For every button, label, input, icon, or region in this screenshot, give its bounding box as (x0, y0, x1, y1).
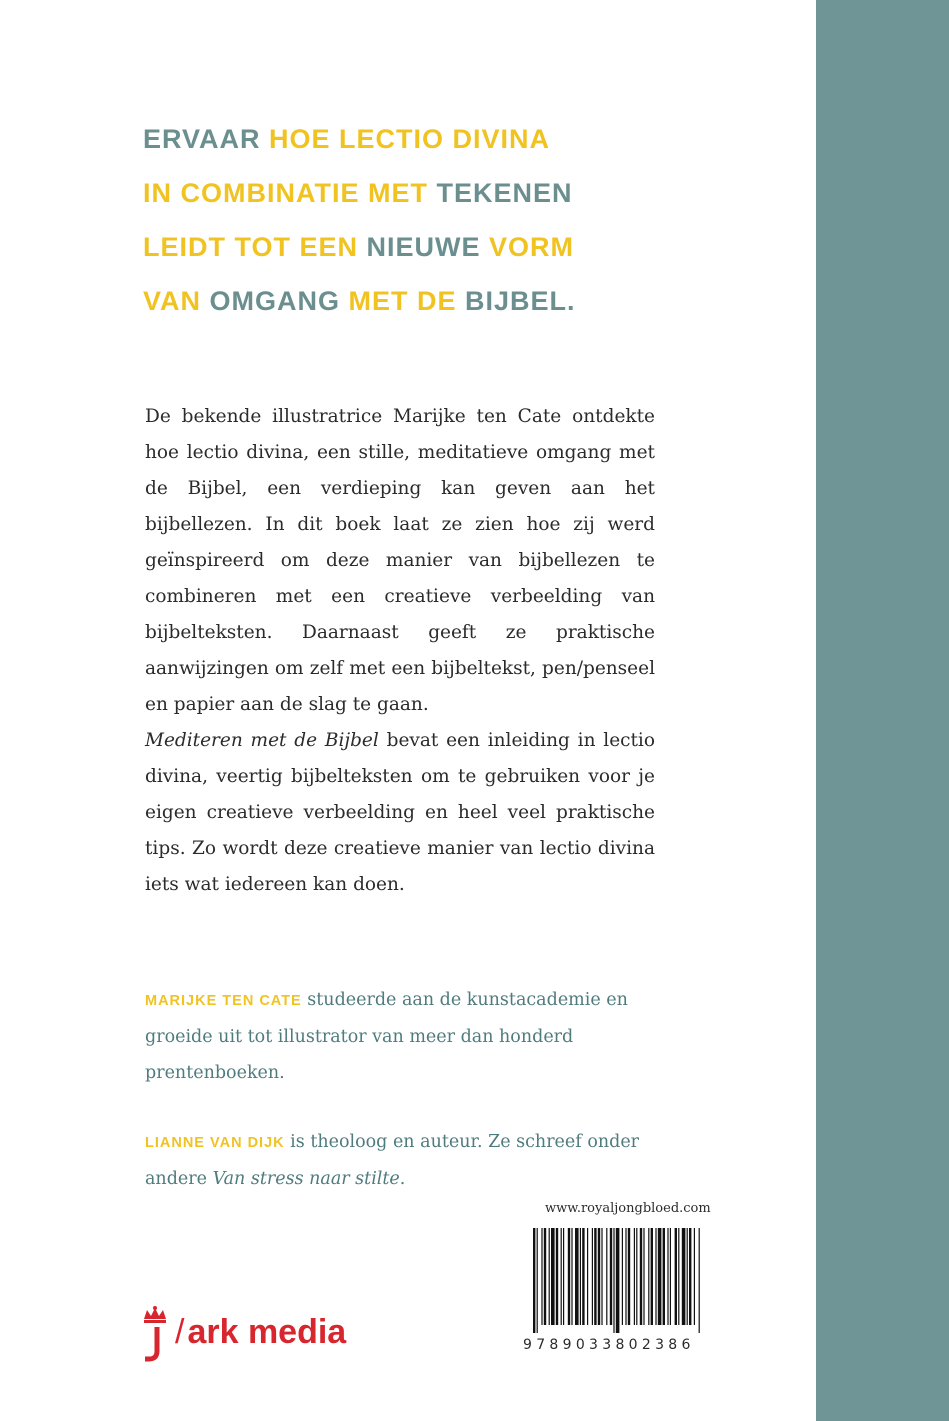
barcode-bar (613, 1228, 614, 1333)
barcode-bar (561, 1228, 562, 1325)
headline-segment: LEIDT TOT EEN (143, 232, 367, 262)
author-name: LIANNE VAN DIJK (145, 1135, 285, 1151)
headline-segment: MET DE (348, 286, 466, 316)
author-bio-1 (145, 982, 645, 1091)
headline-line-2 (143, 166, 576, 220)
barcode-bar (628, 1228, 630, 1325)
barcode-bar (544, 1228, 546, 1325)
isbn-number: 9789033802386 (523, 1337, 695, 1353)
barcode-bar (675, 1228, 677, 1325)
barcode-bar (651, 1228, 653, 1325)
barcode-bar (533, 1228, 535, 1333)
publisher-logo-text (175, 1313, 346, 1352)
barcode-bar (580, 1228, 581, 1325)
barcode-bar (587, 1228, 588, 1325)
crown-j-icon (140, 1305, 170, 1363)
barcode-bar (549, 1228, 550, 1325)
book-title: Mediteren met de Bijbel (145, 730, 379, 751)
barcode-bar (640, 1228, 642, 1325)
barcode-bar (551, 1228, 555, 1325)
barcode-bar (592, 1228, 593, 1325)
author-bio-end: . (399, 1169, 406, 1189)
author-bio-text: is theoloog en auteur. Ze schreef onder andere (145, 1132, 640, 1189)
barcode-bar (601, 1228, 602, 1325)
headline-segment: VAN (143, 286, 210, 316)
headline-line-3 (143, 220, 576, 274)
description-paragraph-2 (145, 723, 655, 903)
barcode-bar (667, 1228, 668, 1325)
headline-segment: VORM (489, 232, 575, 262)
barcode-bar (568, 1228, 570, 1325)
barcode-bar (610, 1228, 612, 1325)
barcode-bar (541, 1228, 542, 1325)
barcode-bar (575, 1228, 579, 1325)
barcode-bar (594, 1228, 596, 1325)
description-paragraph-2-text: bevat een inleiding in lectio divina, veertig bijbelteksten om te gebruiken voor je eigen creatieve verbeelding en heel veel praktische tips. Zo wordt deze creatieve manier van lectio divina iets wat iedereen kan doen. (145, 730, 655, 895)
barcode-bar (643, 1228, 644, 1325)
barcode-bar (634, 1228, 635, 1325)
headline-segment: IN COMBINATIE MET (143, 178, 437, 208)
headline-segment: NIEUWE (366, 232, 490, 262)
barcode-bar (694, 1228, 695, 1325)
barcode-bar (648, 1228, 649, 1325)
barcode-bar (658, 1228, 662, 1325)
barcode-bar (699, 1228, 700, 1333)
barcode-bar (606, 1228, 607, 1325)
headline-line-4 (143, 274, 576, 328)
barcode-bar (625, 1228, 626, 1325)
barcode-bar (655, 1228, 656, 1325)
headline-segment: ERVAAR (143, 124, 270, 154)
barcode-bar (663, 1228, 665, 1325)
headline-segment: HOE LECTIO DIVINA (269, 124, 551, 154)
barcode-bar (537, 1228, 538, 1333)
headline (143, 112, 576, 328)
barcode-bar (563, 1228, 564, 1325)
barcode (531, 1228, 701, 1333)
barcode-bar (687, 1228, 688, 1325)
barcode-bar (616, 1228, 620, 1333)
barcode-bar (598, 1228, 600, 1325)
logo-slash: / (175, 1313, 185, 1351)
barcode-bar (689, 1228, 691, 1325)
publisher-website: www.royaljongbloed.com (545, 1201, 711, 1216)
headline-segment: BIJBEL. (465, 286, 576, 316)
referenced-book-title: Van stress naar stilte (212, 1169, 400, 1189)
barcode-bars (531, 1228, 701, 1333)
spine-band (816, 0, 949, 1421)
author-bio-2 (145, 1124, 645, 1197)
barcode-bar (582, 1228, 584, 1325)
headline-segment: TEKENEN (436, 178, 573, 208)
barcode-bar (636, 1228, 637, 1325)
author-bio-text: studeerde aan de kunstacademie en groeide uit tot illustrator van meer dan honderd prentenboeken. (145, 990, 628, 1083)
barcode-bar (682, 1228, 686, 1325)
headline-segment: OMGANG (209, 286, 349, 316)
author-name: MARIJKE TEN CATE (145, 993, 302, 1009)
headline-line-1 (143, 112, 576, 166)
description-paragraph-1: De bekende illustratrice Marijke ten Cate ontdekte hoe lectio divina, een stille, meditatieve omgang met de Bijbel, een verdieping kan geven aan het bijbellezen. In dit boek laat ze zien hoe zij werd geïnspireerd om deze manier van bijbellezen te combineren met een creatieve verbeelding van bijbelteksten. Daarnaast geeft ze praktische aanwijzingen om zelf met een bijbeltekst, pen/penseel en papier aan de slag te gaan. (145, 406, 655, 715)
barcode-bar (678, 1228, 679, 1325)
barcode-bar (571, 1228, 572, 1325)
barcode-bar (556, 1228, 558, 1325)
barcode-bar (670, 1228, 671, 1325)
logo-name: ark media (187, 1313, 347, 1351)
barcode-bar (622, 1228, 623, 1325)
